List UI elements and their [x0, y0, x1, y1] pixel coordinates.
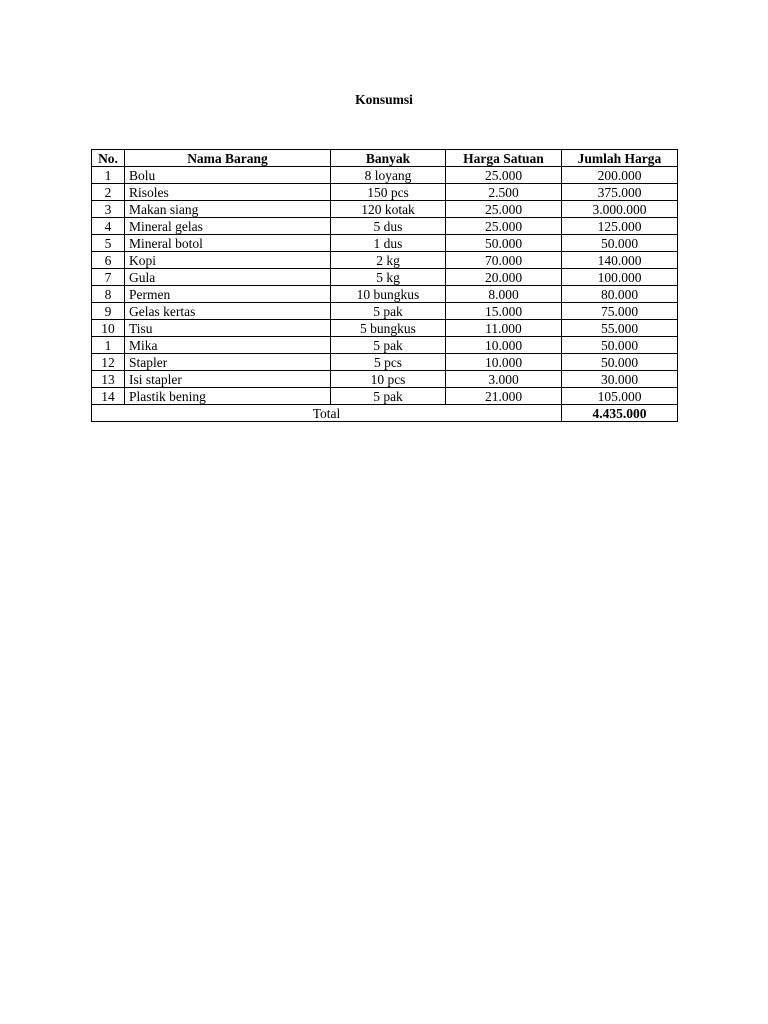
row-number: 2: [92, 184, 125, 201]
row-item-name: Mika: [125, 337, 331, 354]
row-total-price: 80.000: [562, 286, 678, 303]
header-no: No.: [92, 150, 125, 167]
row-item-name: Kopi: [125, 252, 331, 269]
row-item-name: Plastik bening: [125, 388, 331, 405]
row-quantity: 5 pak: [331, 337, 446, 354]
row-unit-price: 2.500: [446, 184, 562, 201]
row-total-price: 50.000: [562, 337, 678, 354]
table-row: [92, 201, 678, 218]
row-total-price: 30.000: [562, 371, 678, 388]
table-row: [92, 388, 678, 405]
table-row: [92, 218, 678, 235]
row-item-name: Tisu: [125, 320, 331, 337]
row-total-price: 50.000: [562, 354, 678, 371]
row-unit-price: 3.000: [446, 371, 562, 388]
row-unit-price: 8.000: [446, 286, 562, 303]
row-unit-price: 70.000: [446, 252, 562, 269]
row-unit-price: 15.000: [446, 303, 562, 320]
row-item-name: Mineral gelas: [125, 218, 331, 235]
row-number: 6: [92, 252, 125, 269]
table-row: [92, 252, 678, 269]
table-row: [92, 269, 678, 286]
row-quantity: 5 kg: [331, 269, 446, 286]
row-item-name: Isi stapler: [125, 371, 331, 388]
header-quantity: Banyak: [331, 150, 446, 167]
row-quantity: 8 loyang: [331, 167, 446, 184]
row-quantity: 5 pak: [331, 303, 446, 320]
row-number: 12: [92, 354, 125, 371]
row-item-name: Gula: [125, 269, 331, 286]
row-total-price: 55.000: [562, 320, 678, 337]
row-quantity: 5 pak: [331, 388, 446, 405]
row-number: 5: [92, 235, 125, 252]
row-unit-price: 25.000: [446, 201, 562, 218]
row-item-name: Bolu: [125, 167, 331, 184]
header-item-name: Nama Barang: [125, 150, 331, 167]
row-number: 7: [92, 269, 125, 286]
row-unit-price: 10.000: [446, 354, 562, 371]
row-number: 1: [92, 167, 125, 184]
row-quantity: 1 dus: [331, 235, 446, 252]
row-number: 9: [92, 303, 125, 320]
row-unit-price: 21.000: [446, 388, 562, 405]
table-row: [92, 303, 678, 320]
header-total-price: Jumlah Harga: [562, 150, 678, 167]
total-label: Total: [92, 405, 562, 422]
table-row: [92, 286, 678, 303]
row-total-price: 3.000.000: [562, 201, 678, 218]
row-number: 4: [92, 218, 125, 235]
row-quantity: 5 dus: [331, 218, 446, 235]
table-header-row: [92, 150, 678, 167]
row-quantity: 10 bungkus: [331, 286, 446, 303]
row-unit-price: 50.000: [446, 235, 562, 252]
row-item-name: Makan siang: [125, 201, 331, 218]
row-quantity: 2 kg: [331, 252, 446, 269]
row-item-name: Permen: [125, 286, 331, 303]
row-item-name: Gelas kertas: [125, 303, 331, 320]
row-number: 10: [92, 320, 125, 337]
row-total-price: 75.000: [562, 303, 678, 320]
table-row: [92, 320, 678, 337]
row-total-price: 375.000: [562, 184, 678, 201]
row-item-name: Mineral botol: [125, 235, 331, 252]
header-unit-price: Harga Satuan: [446, 150, 562, 167]
row-unit-price: 25.000: [446, 218, 562, 235]
row-total-price: 50.000: [562, 235, 678, 252]
page-title: Konsumsi: [355, 92, 413, 107]
row-total-price: 200.000: [562, 167, 678, 184]
row-quantity: 5 bungkus: [331, 320, 446, 337]
row-unit-price: 10.000: [446, 337, 562, 354]
row-number: 1: [92, 337, 125, 354]
row-total-price: 125.000: [562, 218, 678, 235]
row-number: 13: [92, 371, 125, 388]
row-quantity: 5 pcs: [331, 354, 446, 371]
table-body: [92, 167, 678, 405]
row-quantity: 10 pcs: [331, 371, 446, 388]
row-item-name: Stapler: [125, 354, 331, 371]
row-quantity: 120 kotak: [331, 201, 446, 218]
row-unit-price: 11.000: [446, 320, 562, 337]
row-unit-price: 20.000: [446, 269, 562, 286]
row-total-price: 140.000: [562, 252, 678, 269]
row-quantity: 150 pcs: [331, 184, 446, 201]
row-number: 14: [92, 388, 125, 405]
row-total-price: 100.000: [562, 269, 678, 286]
table-row: [92, 235, 678, 252]
consumables-table: [91, 149, 678, 422]
row-number: 8: [92, 286, 125, 303]
table-row: [92, 337, 678, 354]
row-unit-price: 25.000: [446, 167, 562, 184]
table-row: [92, 184, 678, 201]
table-row: [92, 371, 678, 388]
table-row: [92, 354, 678, 371]
row-total-price: 105.000: [562, 388, 678, 405]
row-item-name: Risoles: [125, 184, 331, 201]
total-row: [92, 405, 678, 422]
row-number: 3: [92, 201, 125, 218]
table-row: [92, 167, 678, 184]
total-value: 4.435.000: [562, 405, 678, 422]
